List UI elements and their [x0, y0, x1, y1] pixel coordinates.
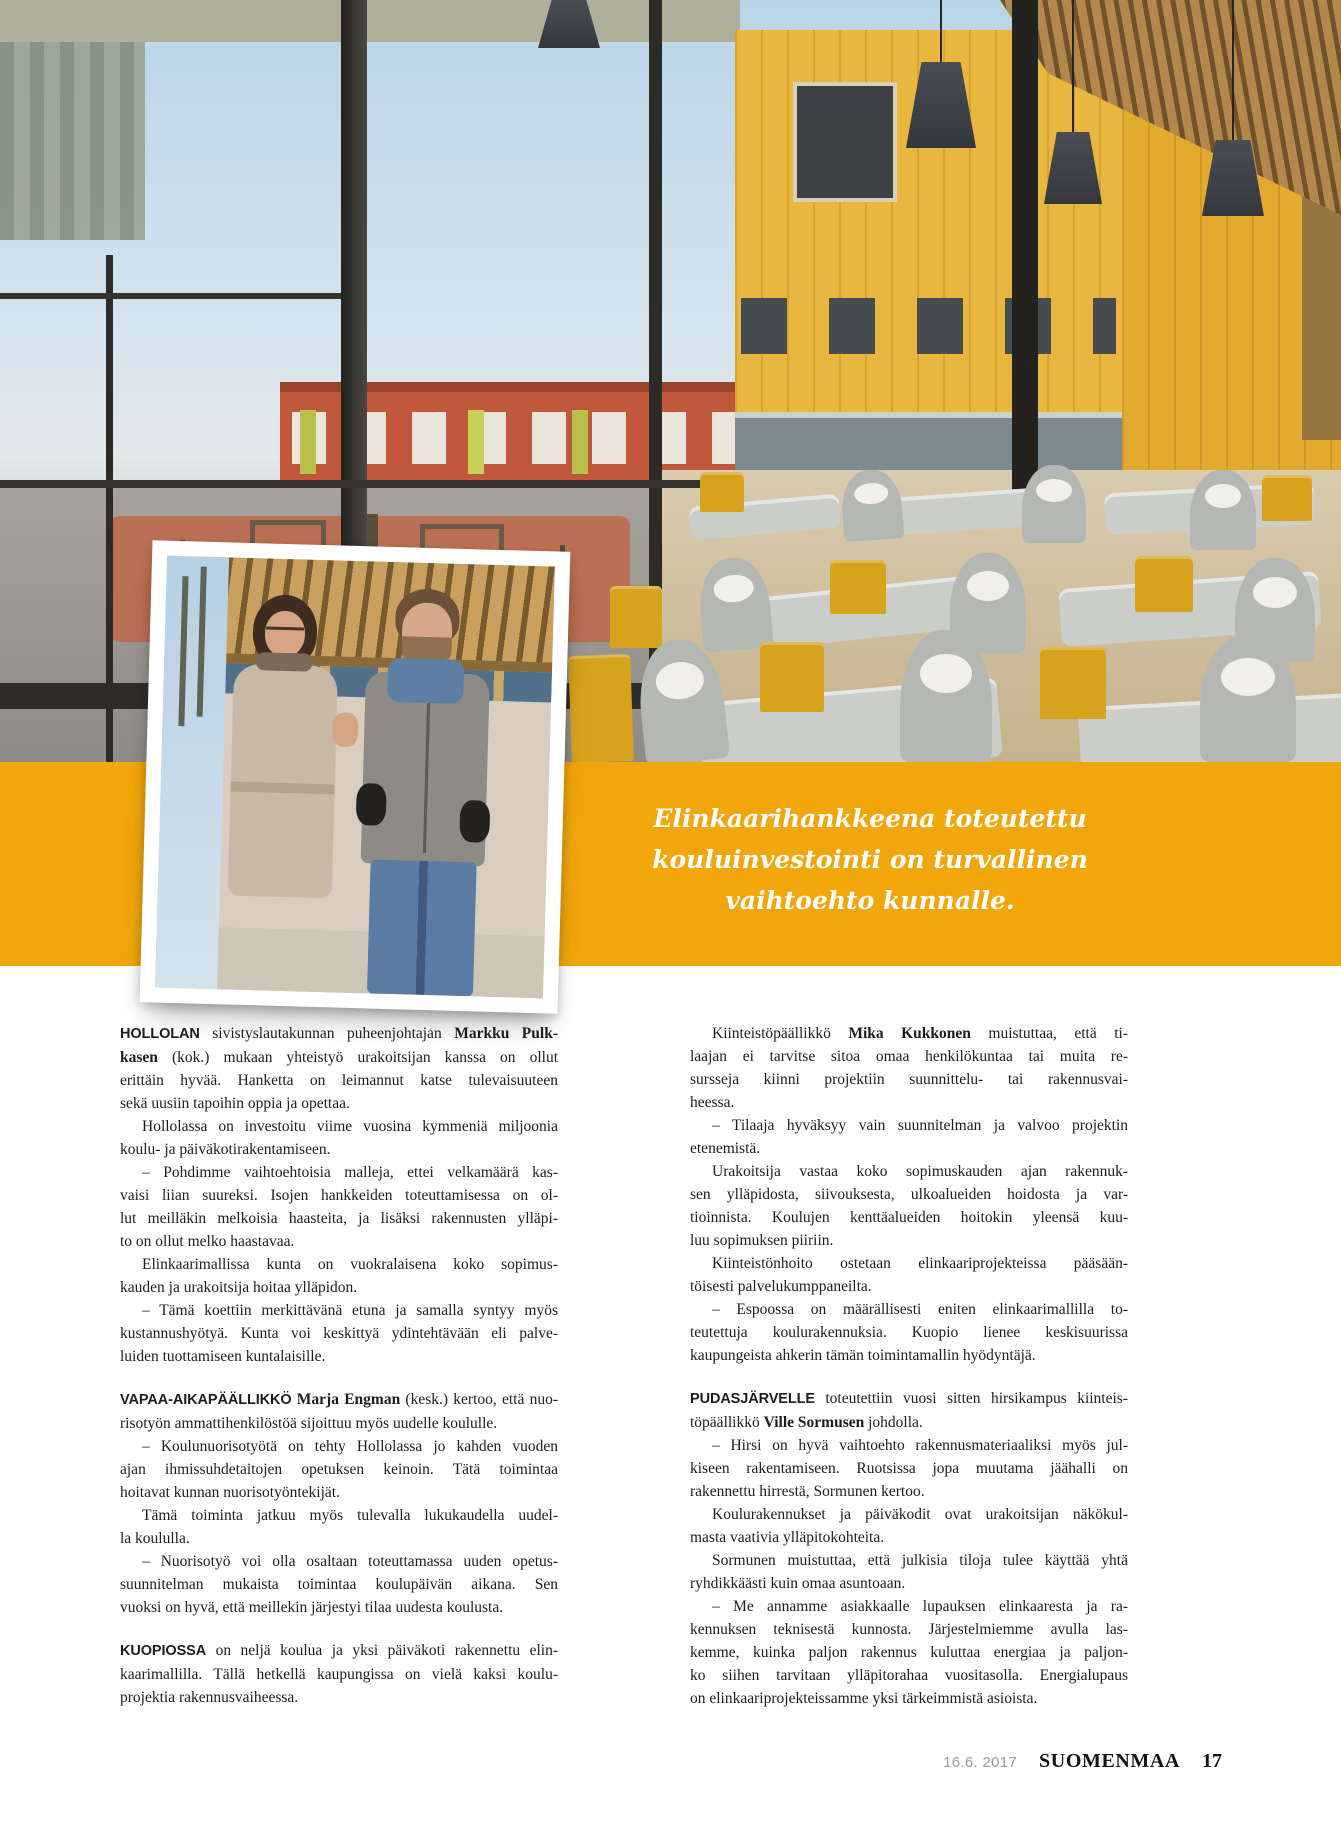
cafeteria-chair: [900, 630, 992, 762]
body-line: – Tämä koettiin merkittävänä etuna ja samalla syntyy myös: [142, 1302, 558, 1319]
body-line: – Koulunuorisotyötä on tehty Hollolassa jo kahden vuoden: [142, 1438, 558, 1455]
lamp-cord: [1232, 0, 1234, 140]
body-line: laajan ei tarvitse sitoa omaa henkilökuntaa tai muita re-: [690, 1048, 1128, 1065]
paragraph: [120, 1435, 558, 1504]
cafeteria-chair-yellow: [700, 472, 744, 512]
school-yard-horizon: [0, 0, 740, 42]
body-line: kennuksen teknisestä kunnosta. Järjestelmiemme avulla las-: [690, 1621, 1128, 1638]
cafeteria-chair-yellow: [1262, 475, 1312, 521]
body-line: kiseen rakentamiseen. Ruotsissa jopa muutama jäähalli on: [690, 1460, 1128, 1477]
body-line: suunnitelman mukaista toimintaa koulupäivän aikana. Sen: [120, 1576, 558, 1593]
body-line: Urakoitsija vastaa koko sopimuskauden ajan rakennuk-: [712, 1163, 1128, 1180]
body-line: risotyön ammattihenkilöstöä sijoittuu myös uudelle koululle.: [120, 1415, 498, 1432]
pull-quote: [610, 798, 1130, 921]
cafeteria-chair: [1190, 470, 1256, 550]
body-line: VAPAA-AIKAPÄÄLLIKKÖ Marja Engman (kesk.) kertoo, että nuo-: [120, 1391, 558, 1408]
body-line: sen ylläpidosta, siivouksesta, ulkoalueiden hoidosta ja var-: [690, 1186, 1128, 1203]
coat-belt: [231, 782, 335, 795]
building-door: [300, 410, 316, 474]
body-line: kaarimallilla. Tällä hetkellä kaupungissa on vielä kaksi koulu-: [120, 1666, 558, 1683]
body-line: – Hirsi on hyvä vaihtoehto rakennusmateriaaliksi myös jul-: [712, 1437, 1128, 1454]
article-column-right: [690, 1022, 1128, 1710]
section-lead: KUOPIOSSA: [120, 1643, 207, 1659]
section-lead: HOLLOLAN: [120, 1026, 200, 1042]
body-line: koulu- ja päiväkotirakentamiseen.: [120, 1141, 331, 1158]
body-line: heessa.: [690, 1094, 735, 1111]
paragraph: [120, 1388, 558, 1435]
body-line: erittäin hyvää. Hanketta on leimannut katse tulevaisuuteen: [120, 1072, 558, 1089]
body-line: töpäällikkö Ville Sormusen johdolla.: [690, 1414, 923, 1431]
footer-page-number: 17: [1202, 1750, 1222, 1772]
window-transom: [0, 293, 341, 299]
cafeteria-chair-yellow: [610, 586, 662, 648]
paragraph: [120, 1253, 558, 1299]
body-line: Tämä toiminta jatkuu myös tulevalla lukukaudella uudel-: [142, 1507, 558, 1524]
window-row: [741, 298, 1116, 354]
body-line: la koululla.: [120, 1530, 190, 1547]
pull-quote-line: Elinkaarihankkeena toteutettu: [653, 804, 1087, 833]
body-line: vaisi liian suureksi. Isojen hankkeiden toteuttamisessa on ol-: [120, 1187, 558, 1204]
body-line: – Me annamme asiakkaalle lupauksen elinkaaresta ja ra-: [712, 1598, 1128, 1615]
body-line: luu sopimuksen piiriin.: [690, 1232, 834, 1249]
body-line: – Pohdimme vaihtoehtoisia malleja, ettei velkamäärä kas-: [142, 1164, 558, 1181]
man-glove: [356, 783, 387, 826]
body-line: sursseja kiinni projektiin suunnittelu- tai rakennusvai-: [690, 1071, 1128, 1088]
paragraph: [690, 1022, 1128, 1114]
body-line: hoitavat kunnan nuorisotyöntekijät.: [120, 1484, 340, 1501]
body-line: kemme, kuinka paljon rakennus kuluttaa energiaa ja paljon-: [690, 1644, 1128, 1661]
body-line: töisesti palvelukumppaneilta.: [690, 1278, 872, 1295]
woman-scarf: [256, 652, 312, 672]
section-lead: PUDASJÄRVELLE: [690, 1391, 815, 1407]
pull-quote-line: kouluinvestointi on turvallinen: [652, 845, 1088, 874]
cafeteria-chair: [1022, 465, 1086, 543]
paragraph: [690, 1252, 1128, 1298]
article-column-left: [120, 1022, 558, 1709]
body-line: projektia rakennusvaiheessa.: [120, 1689, 299, 1706]
man-glove: [459, 800, 490, 843]
body-line: – Tilaaja hyväksyy vain suunnitelman ja valvoo projektin: [712, 1117, 1128, 1134]
body-line: Kiinteistöpäällikkö Mika Kukkonen muistuttaa, että ti-: [712, 1025, 1128, 1042]
body-line: kasen (kok.) mukaan yhteistyö urakoitsijan kanssa on ollut: [120, 1049, 558, 1066]
body-line: tioinnista. Koulujen kenttäalueiden hoitokin yleensä kuu-: [690, 1209, 1128, 1226]
sky-sliver: [155, 556, 229, 990]
lamp-cord: [940, 0, 942, 62]
paragraph: [120, 1022, 558, 1115]
body-line: HOLLOLAN sivistyslautakunnan puheenjohtajan Markku Pulk-: [120, 1025, 558, 1042]
body-line: vuoksi on hyvä, että meillekin järjestyi tilaa uudesta koulusta.: [120, 1599, 504, 1616]
paragraph: [690, 1160, 1128, 1252]
paragraph: [120, 1504, 558, 1550]
building-window: [793, 82, 897, 202]
body-line: Sormunen muistuttaa, että julkisia tiloja tulee käyttää yhtä: [712, 1552, 1128, 1569]
body-line: kaupungeista ahkerin tämän toimintamallin hyödyntäjä.: [690, 1347, 1036, 1364]
page-footer: [120, 1750, 1222, 1773]
building-door: [468, 410, 484, 474]
paragraph: [690, 1298, 1128, 1367]
body-line: kauden ja urakoitsija hoitaa ylläpidon.: [120, 1279, 358, 1296]
cafeteria-chair-yellow: [1135, 556, 1193, 612]
tree: [197, 567, 207, 717]
footer-brand: SUOMENMAA: [1039, 1750, 1180, 1772]
paragraph: [120, 1161, 558, 1253]
body-line: – Espoossa on määrällisesti eniten elinkaarimallilla to-: [712, 1301, 1128, 1318]
body-line: luiden tuottamiseen kuntalaisille.: [120, 1348, 326, 1365]
body-line: Kiinteistönhoito ostetaan elinkaariprojekteissa pääsään-: [712, 1255, 1128, 1272]
cafeteria-chair-yellow: [568, 654, 634, 762]
lamp-cord: [1072, 0, 1074, 132]
body-line: masta vaativia ylläpitokohteita.: [690, 1529, 885, 1546]
body-line: ko siihen tarvitaan ylläpitorahaa vuositasolla. Energialupaus: [690, 1667, 1128, 1684]
paragraph: [120, 1639, 558, 1709]
paragraph: [690, 1434, 1128, 1503]
body-line: teutettuja koulurakennuksia. Kuopio lienee keskisuurissa: [690, 1324, 1128, 1341]
body-line: etenemistä.: [690, 1140, 761, 1157]
body-line: – Nuorisotyö voi olla osaltaan toteuttamassa uuden opetus-: [142, 1553, 558, 1570]
cafeteria-chair-yellow: [830, 560, 886, 614]
body-line: Elinkaarimallissa kunta on vuokralaisena koko sopimus-: [142, 1256, 558, 1273]
body-line: on elinkaariprojekteissamme yksi tärkeimmistä asioista.: [690, 1690, 1038, 1707]
body-line: PUDASJÄRVELLE toteutettiin vuosi sitten hirsikampus kiinteis-: [690, 1390, 1128, 1407]
paragraph: [690, 1549, 1128, 1595]
body-line: to on ollut melko haastavaa.: [120, 1233, 295, 1250]
body-line: kustannushyötyä. Kunta voi keskittyä ydintehtävään eli palve-: [120, 1325, 558, 1342]
body-line: rakennettu hirrestä, Sormunen kertoo.: [690, 1483, 925, 1500]
body-line: sekä uusiin tapoihin oppia ja opettaa.: [120, 1095, 350, 1112]
man-scarf: [387, 658, 464, 704]
inset-photo: [155, 556, 555, 999]
window-transom: [0, 480, 735, 488]
section-lead: VAPAA-AIKAPÄÄLLIKKÖ: [120, 1392, 292, 1408]
pull-quote-line: vaihtoehto kunnalle.: [725, 886, 1015, 915]
footer-date: 16.6. 2017: [943, 1754, 1018, 1771]
cafeteria-chair-yellow: [1040, 647, 1106, 719]
paragraph: [120, 1550, 558, 1619]
woman-coat: [228, 664, 338, 899]
man-jeans: [367, 859, 477, 996]
body-line: ryhdikkäästi kuin omaa asuntoaan.: [690, 1575, 906, 1592]
jacket-zipper: [423, 683, 431, 853]
body-line: KUOPIOSSA on neljä koulua ja yksi päiväkoti rakennettu elin-: [120, 1642, 558, 1659]
cafeteria-chair-yellow: [760, 642, 824, 712]
paragraph: [120, 1299, 558, 1368]
paragraph: [120, 1115, 558, 1161]
inset-photo-frame: [140, 540, 571, 1013]
paragraph: [690, 1595, 1128, 1710]
body-line: Hollolassa on investoitu viime vuosina kymmeniä miljoonia: [142, 1118, 558, 1135]
building-door: [572, 410, 588, 474]
woman-hand: [332, 712, 359, 747]
body-line: Koulurakennukset ja päiväkodit ovat urakoitsijan näkökul-: [712, 1506, 1128, 1523]
paragraph: [690, 1387, 1128, 1434]
window-mullion: [1012, 0, 1038, 500]
body-line: ajan ihmissuhdetaitojen opetuksen keinoin. Tätä toimintaa: [120, 1461, 558, 1478]
body-line: lut meilläkin melkoisia haasteita, ja lisäksi rakennusten ylläpi-: [120, 1210, 558, 1227]
paragraph: [690, 1503, 1128, 1549]
cafeteria-chair: [1200, 635, 1296, 762]
paragraph: [690, 1114, 1128, 1160]
tree: [178, 576, 188, 726]
